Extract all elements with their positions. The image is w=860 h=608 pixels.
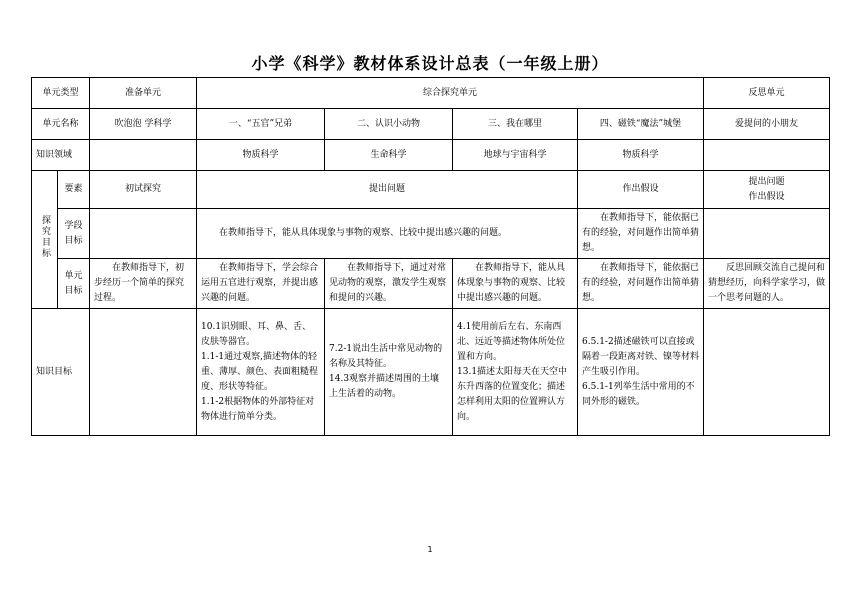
explore-goal-group — [32, 171, 58, 309]
cell-prep-unit: 准备单元 — [90, 78, 197, 109]
knowledge-goal-label: 知识目标 — [32, 309, 90, 436]
stage-ask — [197, 209, 578, 259]
page-title: 小学《科学》教材体系设计总表（一年级上册） — [251, 54, 609, 73]
cell-reflect-unit: 反思单元 — [704, 78, 830, 109]
unit-goal-5 — [704, 259, 830, 309]
row-elements — [32, 171, 830, 209]
unit-goal-5-text: 反思回顾交流自己提问和猜想经历，向科学家学习，做一个思考问题的人。 — [708, 263, 826, 303]
unit-goal-1 — [197, 259, 325, 309]
row-unit-goal — [32, 259, 830, 309]
row-knowledge-field — [32, 140, 830, 171]
unit-goal-3 — [453, 259, 578, 309]
stage-hypo-text: 在教师指导下，能依据已有的经验，对问题作出简单猜想。 — [582, 213, 700, 253]
row-label-knowledge-field: 知识领域 — [32, 140, 90, 171]
knowledge-unit-1-item-1: 10.1识别眼、耳、鼻、舌、皮肤等器官。 — [201, 321, 312, 347]
elements-hypo: 作出假设 — [578, 171, 704, 209]
unit-name-0: 吹泡泡 学科学 — [90, 109, 197, 140]
unit-name-3: 三、我在哪里 — [453, 109, 578, 140]
knowledge-unit-1-item-2: 1.1-1通过观察,描述物体的轻重、薄厚、颜色、表面粗糙程度、形状等特征。 — [201, 351, 319, 392]
knowledge-reflect-empty — [704, 309, 830, 436]
row-label-unit-name: 单元名称 — [32, 109, 90, 140]
knowledge-prep-empty — [90, 309, 197, 436]
knowledge-unit-4 — [578, 309, 704, 436]
knowledge-unit-2-item-1: 7.2-1说出生活中常见动物的名称及其特征。 — [329, 344, 443, 369]
unit-goal-0-text: 在教师指导下，初步经历一个简单的探究过程。 — [94, 263, 185, 303]
knowledge-unit-4-item-2: 6.5.1-1列举生活中常用的不同外形的磁铁。 — [582, 381, 695, 407]
elements-reflect — [704, 171, 830, 209]
knowledge-unit-4-item-1: 6.5.1-2描述磁铁可以直接或隔着一段距离对铁、镍等材料产生吸引作用。 — [582, 336, 700, 377]
unit-goal-2 — [325, 259, 453, 309]
elements-label: 要素 — [58, 171, 90, 209]
stage-goal-label: 学段目标 — [58, 209, 90, 259]
unit-goal-4 — [578, 259, 704, 309]
elements-reflect-line-1: 提出问题 — [748, 176, 785, 187]
unit-name-5: 爱提问的小朋友 — [704, 109, 830, 140]
unit-goal-1-text: 在教师指导下，学会综合运用五官进行观察，并提出感兴趣的问题。 — [201, 263, 319, 303]
unit-goal-3-text: 在教师指导下，能从具体现象与事物的观察、比较中提出感兴趣的问题。 — [457, 263, 566, 303]
unit-goal-2-text: 在教师指导下，通过对常见动物的观察，激发学生观察和提问的兴趣。 — [329, 263, 447, 303]
knowledge-unit-3-item-2: 13.1描述太阳每天在天空中东升西落的位置变化；描述怎样利用太阳的位置辨认方向。 — [457, 366, 568, 422]
row-stage-goal — [32, 209, 830, 259]
field-2: 生命科学 — [325, 140, 453, 171]
stage-ask-text: 在教师指导下，能从具体现象与事物的观察、比较中提出感兴趣的问题。 — [219, 228, 508, 238]
row-label-unit-type: 单元类型 — [32, 78, 90, 109]
unit-name-1: 一、“五官”兄弟 — [197, 109, 325, 140]
knowledge-unit-1 — [197, 309, 325, 436]
curriculum-table — [31, 77, 830, 436]
row-unit-type — [32, 78, 830, 109]
field-prep-empty — [90, 140, 197, 171]
unit-name-4: 四、磁铁“魔法”城堡 — [578, 109, 704, 140]
unit-goal-4-text: 在教师指导下，能依据已有的经验，对问题作出简单猜想。 — [582, 263, 700, 303]
knowledge-unit-3 — [453, 309, 578, 436]
field-reflect-empty — [704, 140, 830, 171]
row-unit-name — [32, 109, 830, 140]
unit-name-2: 二、认识小动物 — [325, 109, 453, 140]
unit-goal-label: 单元目标 — [58, 259, 90, 309]
row-knowledge-goal — [32, 309, 830, 436]
elements-prep: 初试探究 — [90, 171, 197, 209]
stage-hypo — [578, 209, 704, 259]
field-1: 物质科学 — [197, 140, 325, 171]
elements-ask: 提出问题 — [197, 171, 578, 209]
knowledge-unit-2 — [325, 309, 453, 436]
field-3: 地球与宇宙科学 — [453, 140, 578, 171]
elements-reflect-line-2: 作出假设 — [748, 191, 785, 202]
stage-reflect-empty — [704, 209, 830, 259]
knowledge-unit-1-item-3: 1.1-2根据物体的外部特征对物体进行简单分类。 — [201, 396, 315, 422]
knowledge-unit-3-item-1: 4.1使用前后左右、东南西北、远近等描述物体所处位置和方向。 — [457, 321, 566, 362]
unit-goal-0 — [90, 259, 197, 309]
explore-goal-label: 探究目标 — [40, 214, 50, 259]
field-4: 物质科学 — [578, 140, 704, 171]
page-number: 1 — [427, 545, 433, 554]
cell-explore-unit: 综合探究单元 — [197, 78, 704, 109]
stage-prep-empty — [90, 209, 197, 259]
knowledge-unit-2-item-2: 14.3观察并描述周围的土壤上生活着的动物。 — [329, 374, 440, 399]
